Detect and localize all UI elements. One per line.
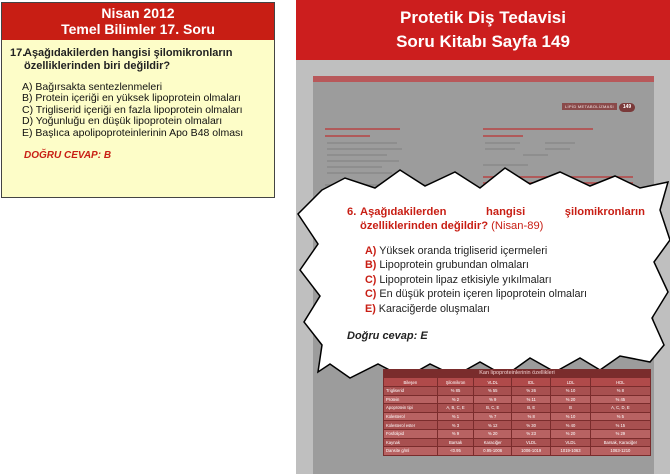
table-cell: VLDL (551, 438, 590, 447)
left-card-title-exam: Temel Bilimler 17. Soru (61, 21, 215, 37)
table-cell: % 1 (437, 412, 474, 421)
book-page-number: 149 (619, 103, 635, 112)
table-cell: <0.95 (437, 447, 474, 456)
left-option-b: B) Protein içeriği en yüksek lipoprotein olmaları (22, 92, 241, 105)
bubble-correct-answer: Doğru cevap: E (347, 330, 428, 343)
bubble-question-text (347, 205, 645, 233)
lipoprotein-table (383, 369, 651, 456)
table-cell: 0.95-1006 (474, 447, 512, 456)
option-letter: E) (365, 302, 376, 315)
bubble-question-word-2: hangisi (486, 206, 526, 218)
table-cell: Barsak (437, 438, 474, 447)
bubble-question-number: 6. (347, 206, 357, 218)
bubble-option-c (365, 273, 645, 287)
table-cell: Kolesterol ester (384, 421, 438, 430)
option-letter: C) (365, 288, 377, 301)
bubble-option-b (365, 258, 645, 272)
left-question-line2: özelliklerinden biri değildir? (24, 60, 171, 72)
table-row (384, 429, 651, 438)
table-cell: % 11 (512, 395, 551, 404)
left-question-line1: Aşağıdakilerden hangisi şilomikronların (24, 47, 233, 59)
table-header-cell: LDL (551, 378, 590, 387)
table-cell: % 9 (474, 395, 512, 404)
option-letter: A) (365, 245, 377, 257)
bubble-question-word-3: şilomikronların (564, 206, 645, 218)
table-cell: % 8 (590, 387, 650, 396)
table-header-cell: HDL (590, 378, 650, 387)
table-cell: B, E (512, 404, 551, 413)
bubble-question-word-1: Aşağıdakilerden (360, 206, 447, 218)
table-cell: % 20 (551, 395, 590, 404)
bubble-options-list (365, 244, 645, 316)
bubble-question (347, 205, 645, 342)
table-cell: 1019-1063 (551, 447, 590, 456)
bubble-question-line2: özelliklerinden değildir? (360, 220, 489, 232)
option-text: Yüksek oranda trigliserid içermeleri (379, 245, 548, 257)
table-cell: % 26 (512, 387, 551, 396)
option-text: En düşük protein içeren lipoprotein olmaları (379, 288, 588, 301)
table-cell: B, C, E (474, 404, 512, 413)
table-header-cell: IDL (512, 378, 551, 387)
left-question-number: 17. (10, 47, 26, 59)
left-correct-answer: DOĞRU CEVAP: B (24, 150, 112, 162)
table-cell: % 3 (437, 421, 474, 430)
table-row (384, 438, 651, 447)
table-cell: % 40 (551, 421, 590, 430)
table-cell: Trigliserid (384, 387, 438, 396)
bubble-option-a (365, 244, 645, 258)
table-cell: Dansite g/ml (384, 447, 438, 456)
table-cell: % 45 (590, 395, 650, 404)
table-cell: % 85 (437, 387, 474, 396)
table-cell: 1006-1019 (512, 447, 551, 456)
table-cell: % 55 (474, 387, 512, 396)
table-header-cell: Şilomikron (437, 378, 474, 387)
table-cell: Protein (384, 395, 438, 404)
table-cell: Apoprotein tipi (384, 404, 438, 413)
table-cell: Karaciğer (474, 438, 512, 447)
table-cell: Kolesterol (384, 412, 438, 421)
table-cell: A, B, C, E (437, 404, 474, 413)
table-cell: % 8 (512, 412, 551, 421)
right-panel-subtitle: Soru Kitabı Sayfa 149 (396, 32, 570, 51)
table-cell: B (551, 404, 590, 413)
table-cell: % 23 (512, 429, 551, 438)
table-grid (383, 377, 651, 456)
table-row (384, 404, 651, 413)
left-option-e: E) Başlıca apolipoproteinlerinin Apo B48 olması (22, 126, 244, 139)
table-row (384, 395, 651, 404)
table-cell: % 10 (551, 387, 590, 396)
option-text: Lipoprotein lipaz etkisiyle yıkılmaları (379, 273, 552, 286)
table-cell: % 20 (474, 429, 512, 438)
table-title: Kan lipoproteinlerinin özellikleri (383, 369, 651, 377)
option-text: Lipoprotein grubundan olmaları (379, 259, 529, 272)
table-header-cell: VLDL (474, 378, 512, 387)
table-cell: % 5 (590, 412, 650, 421)
table-cell: % 7 (474, 412, 512, 421)
table-cell: % 2 (437, 395, 474, 404)
table-cell: % 9 (437, 429, 474, 438)
table-cell: A, C, D, E (590, 404, 650, 413)
left-card-title-year: Nisan 2012 (101, 5, 175, 21)
table-cell: % 15 (590, 421, 650, 430)
table-row (384, 447, 651, 456)
bubble-question-year: (Nisan-89) (491, 220, 544, 232)
table-row (384, 387, 651, 396)
table-cell: % 30 (512, 421, 551, 430)
table-header-row (384, 378, 651, 387)
table-row (384, 412, 651, 421)
book-chapter-chip: LİPİD METABOLİZMASI (562, 103, 617, 110)
table-cell: % 20 (551, 429, 590, 438)
table-cell: Fosfolipid (384, 429, 438, 438)
table-cell: VLDL (512, 438, 551, 447)
left-option-d: D) Yoğunluğu en düşük lipoprotein olmaları (22, 115, 223, 128)
bubble-option-e (365, 302, 645, 316)
table-row (384, 421, 651, 430)
table-cell: % 12 (474, 421, 512, 430)
table-cell: Barsak, Karaciğer (590, 438, 650, 447)
table-cell: 1063-1210 (590, 447, 650, 456)
bubble-option-c2 (365, 287, 645, 301)
left-option-a: A) Bağırsakta sentezlenmeleri (22, 81, 163, 93)
table-cell: Kaynak (384, 438, 438, 447)
table-cell: % 10 (551, 412, 590, 421)
option-letter: C) (365, 273, 377, 286)
right-panel-title: Protetik Diş Tedavisi (400, 8, 566, 27)
table-cell: % 29 (590, 429, 650, 438)
option-letter: B) (365, 259, 377, 272)
left-option-c: C) Trigliserid içeriği en fazla lipoprotein olmaları (22, 103, 243, 116)
option-text: Karaciğerde oluşmaları (378, 302, 490, 315)
table-body (384, 387, 651, 456)
table-header-cell: Bileşen (384, 378, 438, 387)
